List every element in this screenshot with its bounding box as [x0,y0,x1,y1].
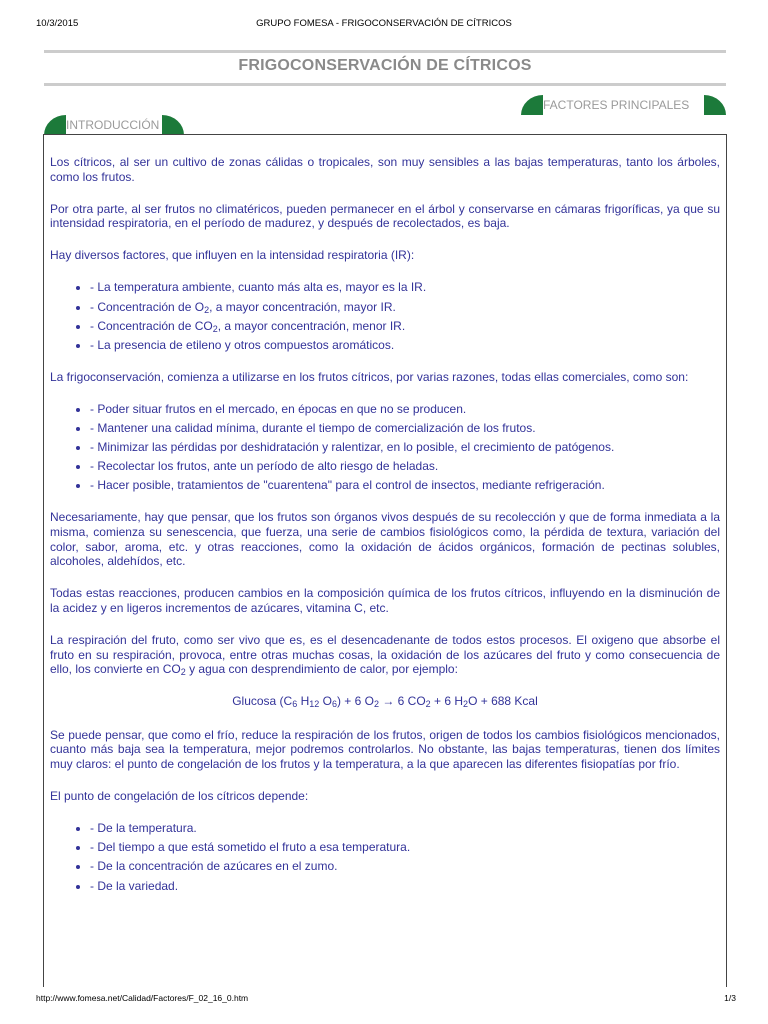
formula-text: Glucosa (C [232,694,293,709]
list-item: • - Minimizar las pérdidas por deshidratación y ralentizar, en lo posible, el crecimiento de patógenos. [90,440,720,455]
subscript: 2 [463,699,469,710]
subscript: 12 [309,699,320,710]
formula-text: + 6 H [430,694,464,709]
formula-text: ) + 6 O [336,694,374,709]
factors-list [50,280,720,352]
content-panel [43,134,727,987]
subscript: 2 [204,304,210,315]
paragraph: Hay diversos factores, que influyen en la intensidad respiratoria (IR): [50,248,415,263]
list-item: • - Hacer posible, tratamientos de "cuarentena" para el control de insectos, mediante refrigeración. [90,478,720,493]
tab-factores-principales[interactable] [521,95,726,115]
subscript: 2 [212,323,218,334]
tab-introduccion[interactable] [44,115,184,135]
list-item-text: - Concentración de CO [90,318,213,333]
tab-right-leaf-icon [704,95,726,115]
list-item: • - De la temperatura. [90,821,720,836]
tab-intro-label: INTRODUCCIÓN [66,118,160,132]
list-item: • - Mantener una calidad mínima, durante el tiempo de comercialización de los frutos. [90,421,720,436]
paragraph: Necesariamente, hay que pensar, que los frutos son órganos vivos después de su recolección y que de forma inmediata a la misma, comienza su senescencia, que fuerza, una serie de cambios fisiológicos como, la pérdida de textura, variación del color, sabor, aroma, etc. y otras reacciones, como la oxidación de ácidos orgánicos, formación de pectinas solubles, alcoholes, aldehídos, etc. [50,510,720,569]
paragraph-text: La respiración del fruto, como ser vivo que es, es el desencadenante de todos estos procesos. El oxigeno que absorbe el fruto en su respiración, provoca, entre otras muchas cosas, la oxidación de los azúcares del fruto y como consecuencia de ello, los convierte en CO [50,632,720,677]
list-item: • - La temperatura ambiente, cuanto más alta es, mayor es la IR. [90,280,720,295]
print-header [0,18,768,32]
print-url: http://www.fomesa.net/Calidad/Factores/F_02_16_0.htm [36,993,249,1003]
formula-text: O + 688 Kcal [468,694,538,709]
list-item [90,300,720,315]
list-item-text: , a mayor concentración, menor IR. [217,318,406,333]
list-item-text: , a mayor concentración, mayor IR. [209,299,396,314]
paragraph: Por otra parte, al ser frutos no climatéricos, pueden permanecer en el árbol y conservarse en cámaras frigoríficas, ya que su intensidad respiratoria, en el período de madurez, y después de recolectados, es baja. [50,201,720,231]
formula-text: O [319,694,332,709]
list-item: • - De la concentración de azúcares en el zumo. [90,859,720,874]
paragraph: Se puede pensar, que como el frío, reduce la respiración de los frutos, origen de todos los cambios fisiológicos mencionados, cuanto más baja sea la temperatura, mejor podremos controlarlos. No obstante, las bajas temperaturas, tienen dos límites muy claros: el punto de congelación de los frutos y la temperatura, a la que aparecen las diferentes fisiopatías por frío. [50,727,720,772]
paragraph: Los cítricos, al ser un cultivo de zonas cálidas o tropicales, son muy sensibles a las bajas temperaturas, tanto los árboles, como los frutos. [50,155,720,184]
print-page-number: 1/3 [724,993,736,1003]
list-item-text: - Concentración de O [90,299,205,314]
formula-text: H [297,694,310,709]
subscript: 6 [292,699,298,710]
list-item: • - De la variedad. [90,879,720,894]
tab-left-leaf-icon [521,95,543,115]
page-title: FRIGOCONSERVACIÓN DE CÍTRICOS [238,57,532,74]
paragraph: Todas estas reacciones, producen cambios en la composición química de los frutos cítricos, influyendo en la disminución de la acidez y en ligeros incrementos de azúcares, vitamina C, etc. [50,586,720,615]
paragraph: La frigoconservación, comienza a utilizarse en los frutos cítricos, por varias razones, todas ellas comerciales, como son: [50,369,689,384]
congelation-list [50,821,720,893]
list-item: • - Del tiempo a que está sometido el fruto a esa temperatura. [90,840,720,855]
article-body [50,155,720,911]
list-item: • - Recolectar los frutos, ante un período de alto riesgo de heladas. [90,459,720,474]
subscript: 6 [331,699,337,710]
paragraph [50,633,720,677]
print-date: 10/3/2015 [36,18,79,29]
subscript: 2 [425,699,431,710]
tab-right-leaf-icon [162,115,184,135]
list-item: • - La presencia de etileno y otros compuestos aromáticos. [90,338,720,353]
tab-factores-label: FACTORES PRINCIPALES [543,98,690,112]
respiration-formula [50,694,720,709]
list-item: • - Poder situar frutos en el mercado, en épocas en que no se producen. [90,402,720,417]
reasons-list [50,402,720,493]
list-item [90,319,720,334]
paragraph: El punto de congelación de los cítricos depende: [50,789,309,804]
subscript: 2 [180,667,186,678]
subscript: 2 [373,699,379,710]
paragraph-text: y agua con desprendimiento de calor, por ejemplo: [185,662,458,677]
formula-text: → 6 CO [378,694,426,709]
tab-left-leaf-icon [44,115,66,135]
print-doc-title: GRUPO FOMESA - FRIGOCONSERVACIÓN DE CÍTRICOS [256,18,512,29]
title-bar [44,50,726,86]
